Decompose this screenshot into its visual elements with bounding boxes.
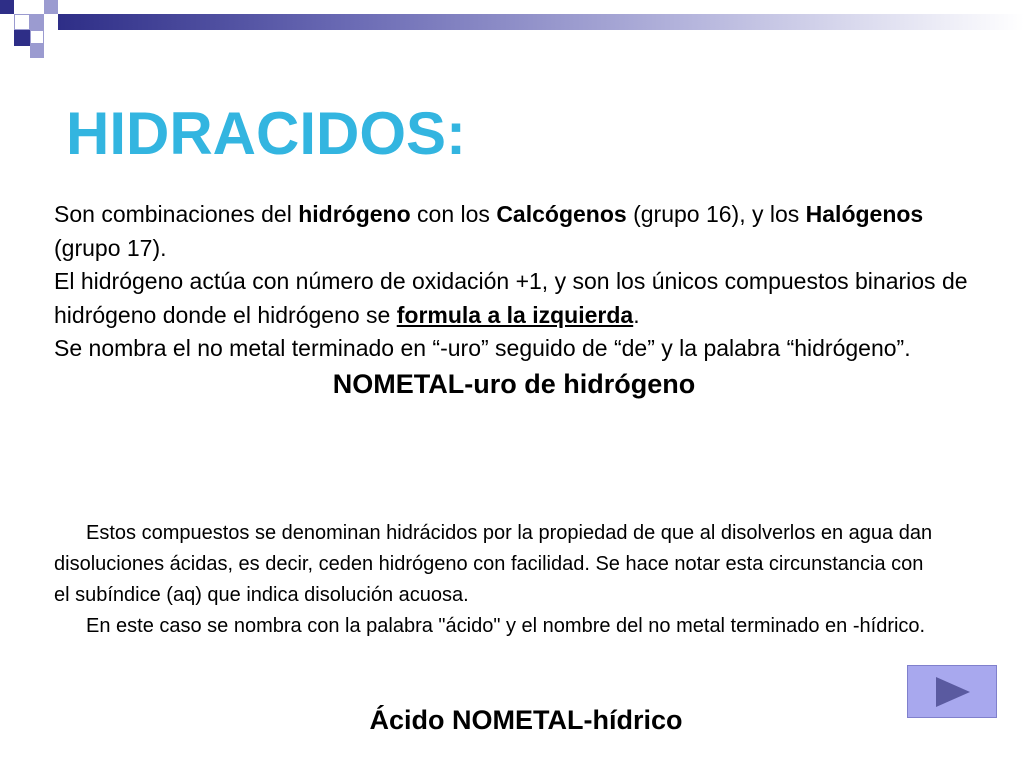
paragraph-hidracidos: Estos compuestos se denominan hidrácidos por la propiedad de que al disolverlos en agua dan disoluciones ácidas, es decir, ceden hidrógeno con facilidad. Se hace notar esta circunstancia con el subíndice (aq) que indica disolución acuosa.: [54, 522, 933, 606]
decor-square: [14, 30, 30, 46]
next-slide-button[interactable]: [907, 665, 997, 718]
paragraph-acid-naming: En este caso se nombra con la palabra "ácido" y el nombre del no metal terminado en -hídrico.: [86, 615, 926, 637]
decor-square: [44, 0, 58, 14]
paragraph-oxidation: El hidrógeno actúa con número de oxidación +1, y son los únicos compuestos binarios de hidrógeno donde el hidrógeno se formula a la izquierda.: [54, 268, 968, 328]
decor-square: [30, 14, 44, 30]
header-gradient-bar: [58, 14, 1024, 30]
play-right-arrow-icon: [932, 675, 972, 709]
slide-body: [54, 198, 974, 402]
decor-square: [30, 30, 44, 44]
slide-title: HIDRACIDOS:: [66, 100, 466, 167]
decor-square: [0, 0, 14, 14]
paragraph-definition: Son combinaciones del hidrógeno con los Calcógenos (grupo 16), y los Halógenos (grupo 17).: [54, 201, 924, 261]
formula-nomenclature: NOMETAL-uro de hidrógeno: [332, 368, 696, 399]
formula-acid: Ácido NOMETAL-hídrico: [369, 705, 683, 735]
decor-square: [14, 14, 30, 30]
slide-notes: [54, 518, 934, 642]
paragraph-naming: Se nombra el no metal terminado en “-uro” seguido de “de” y la palabra “hidrógeno”.: [54, 335, 911, 362]
decor-square: [30, 44, 44, 58]
